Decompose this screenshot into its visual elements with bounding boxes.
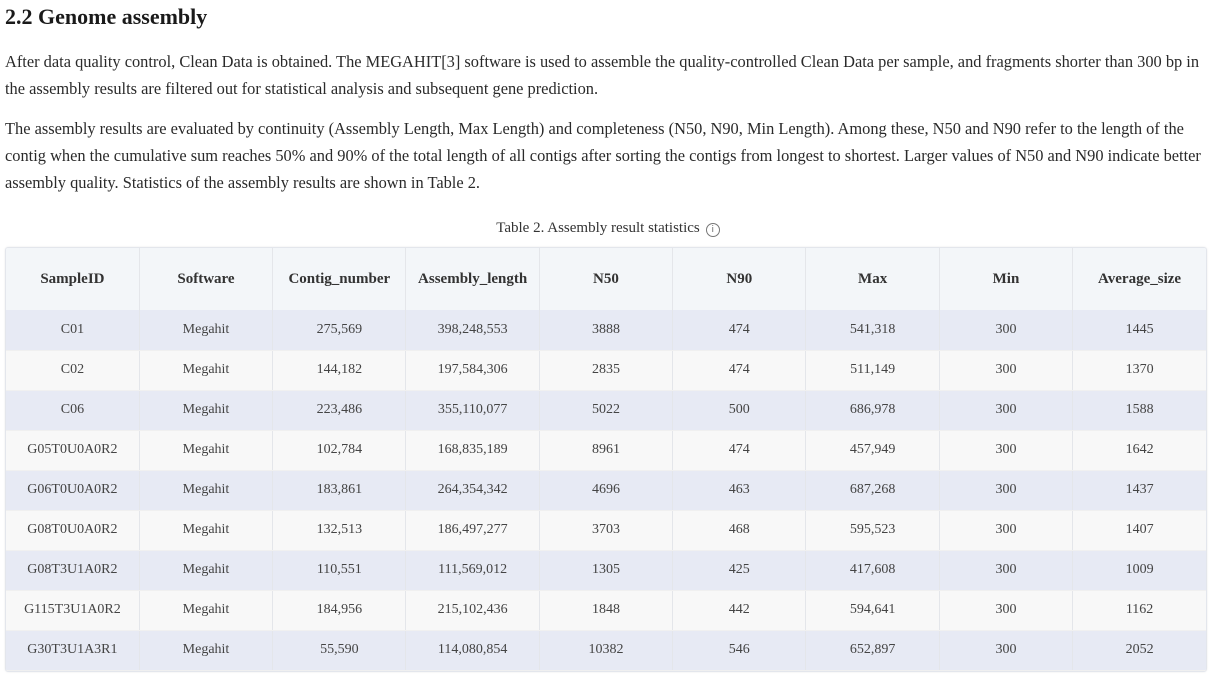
table-cell: Megahit [139, 510, 272, 550]
table-cell: 300 [939, 630, 1072, 670]
table-cell: 111,569,012 [406, 550, 539, 590]
table-cell: 215,102,436 [406, 590, 539, 630]
table-cell: 1848 [539, 590, 672, 630]
table-cell: 2052 [1073, 630, 1206, 670]
table-cell: 687,268 [806, 470, 939, 510]
table-cell: 10382 [539, 630, 672, 670]
table-cell: 500 [673, 390, 806, 430]
table-cell: Megahit [139, 470, 272, 510]
table-cell: 474 [673, 310, 806, 350]
table-cell: 1642 [1073, 430, 1206, 470]
table-cell: 1370 [1073, 350, 1206, 390]
table-cell: 300 [939, 390, 1072, 430]
table-cell: 546 [673, 630, 806, 670]
table-cell: 132,513 [273, 510, 406, 550]
table-cell: G05T0U0A0R2 [6, 430, 139, 470]
table-cell: 300 [939, 510, 1072, 550]
table-cell: 300 [939, 470, 1072, 510]
table-cell: 197,584,306 [406, 350, 539, 390]
table-cell: Megahit [139, 390, 272, 430]
table-cell: 442 [673, 590, 806, 630]
table-cell: 686,978 [806, 390, 939, 430]
column-header-n50: N50 [539, 248, 672, 310]
table-cell: 457,949 [806, 430, 939, 470]
table-cell: G08T0U0A0R2 [6, 510, 139, 550]
column-header-n90: N90 [673, 248, 806, 310]
table-cell: Megahit [139, 350, 272, 390]
table-cell: 468 [673, 510, 806, 550]
column-header-assembly-length: Assembly_length [406, 248, 539, 310]
column-header-software: Software [139, 248, 272, 310]
table-cell: 1445 [1073, 310, 1206, 350]
table-row [6, 350, 1206, 390]
table-cell: 275,569 [273, 310, 406, 350]
table-cell: 114,080,854 [406, 630, 539, 670]
table-cell: 300 [939, 590, 1072, 630]
table-cell: G08T3U1A0R2 [6, 550, 139, 590]
table-cell: 300 [939, 550, 1072, 590]
table-cell: 1407 [1073, 510, 1206, 550]
table-cell: 4696 [539, 470, 672, 510]
table-cell: 474 [673, 430, 806, 470]
table-row [6, 310, 1206, 350]
column-header-contig-number: Contig_number [273, 248, 406, 310]
table-cell: 3703 [539, 510, 672, 550]
table-row [6, 430, 1206, 470]
table-row [6, 510, 1206, 550]
table-cell: 264,354,342 [406, 470, 539, 510]
table-cell: 1162 [1073, 590, 1206, 630]
table-cell: 110,551 [273, 550, 406, 590]
table-cell: 5022 [539, 390, 672, 430]
table-cell: G30T3U1A3R1 [6, 630, 139, 670]
table-cell: 1588 [1073, 390, 1206, 430]
table-cell: 168,835,189 [406, 430, 539, 470]
table-cell: 417,608 [806, 550, 939, 590]
table-caption [5, 216, 1211, 240]
table-row [6, 590, 1206, 630]
column-header-sampleid: SampleID [6, 248, 139, 310]
table-cell: 652,897 [806, 630, 939, 670]
table-cell: 541,318 [806, 310, 939, 350]
table-cell: 300 [939, 310, 1072, 350]
table-row [6, 390, 1206, 430]
paragraph-intro: After data quality control, Clean Data is obtained. The MEGAHIT[3] software is used to assemble the quality-controlled Clean Data per sample, and fragments shorter than 300 bp in the assembly results are filtered out for statistical analysis and subsequent gene prediction. [5, 52, 1200, 98]
section-title: 2.2 Genome assembly [5, 4, 208, 29]
table-cell: 398,248,553 [406, 310, 539, 350]
table-cell: 300 [939, 430, 1072, 470]
table-caption-text: Table 2. Assembly result statistics [496, 220, 700, 236]
table-cell: 463 [673, 470, 806, 510]
table-cell: G06T0U0A0R2 [6, 470, 139, 510]
table-cell: Megahit [139, 310, 272, 350]
table-cell: G115T3U1A0R2 [6, 590, 139, 630]
table-cell: 2835 [539, 350, 672, 390]
table-cell: 144,182 [273, 350, 406, 390]
paragraph-evaluation: The assembly results are evaluated by continuity (Assembly Length, Max Length) and completeness (N50, N90, Min Length). Among these, N50 and N90 refer to the length of the contig when the cumulative sum reaches 50% and 90% of the total length of all contigs after sorting the contigs from longest to shortest. Larger values of N50 and N90 indicate better assembly quality. Statistics of the assembly results are shown in Table 2. [5, 119, 1201, 192]
table-cell: 511,149 [806, 350, 939, 390]
column-header-min: Min [939, 248, 1072, 310]
assembly-stats-table [5, 247, 1207, 672]
table-cell: 1305 [539, 550, 672, 590]
table-cell: Megahit [139, 550, 272, 590]
table-cell: 595,523 [806, 510, 939, 550]
table-cell: 355,110,077 [406, 390, 539, 430]
table-cell: C02 [6, 350, 139, 390]
table-cell: 1437 [1073, 470, 1206, 510]
table-cell: 184,956 [273, 590, 406, 630]
table-cell: Megahit [139, 630, 272, 670]
column-header-average-size: Average_size [1098, 271, 1182, 287]
table-cell: 102,784 [273, 430, 406, 470]
table-row [6, 470, 1206, 510]
table-row [6, 550, 1206, 590]
table-header-row [6, 248, 1206, 310]
table-cell: Megahit [139, 590, 272, 630]
table-cell: Megahit [139, 430, 272, 470]
table-cell: 1009 [1073, 550, 1206, 590]
table-cell: 425 [673, 550, 806, 590]
info-circle-icon[interactable]: i [706, 223, 720, 237]
table-cell: 223,486 [273, 390, 406, 430]
table-cell: 8961 [539, 430, 672, 470]
column-header-max: Max [806, 248, 939, 310]
table-cell: 183,861 [273, 470, 406, 510]
table-cell: 300 [939, 350, 1072, 390]
table-cell: 594,641 [806, 590, 939, 630]
table-row [6, 630, 1206, 670]
table-cell: C01 [6, 310, 139, 350]
table-body [6, 310, 1206, 670]
table-cell: C06 [6, 390, 139, 430]
table-cell: 474 [673, 350, 806, 390]
table-cell: 186,497,277 [406, 510, 539, 550]
table-cell: 55,590 [273, 630, 406, 670]
table-cell: 3888 [539, 310, 672, 350]
